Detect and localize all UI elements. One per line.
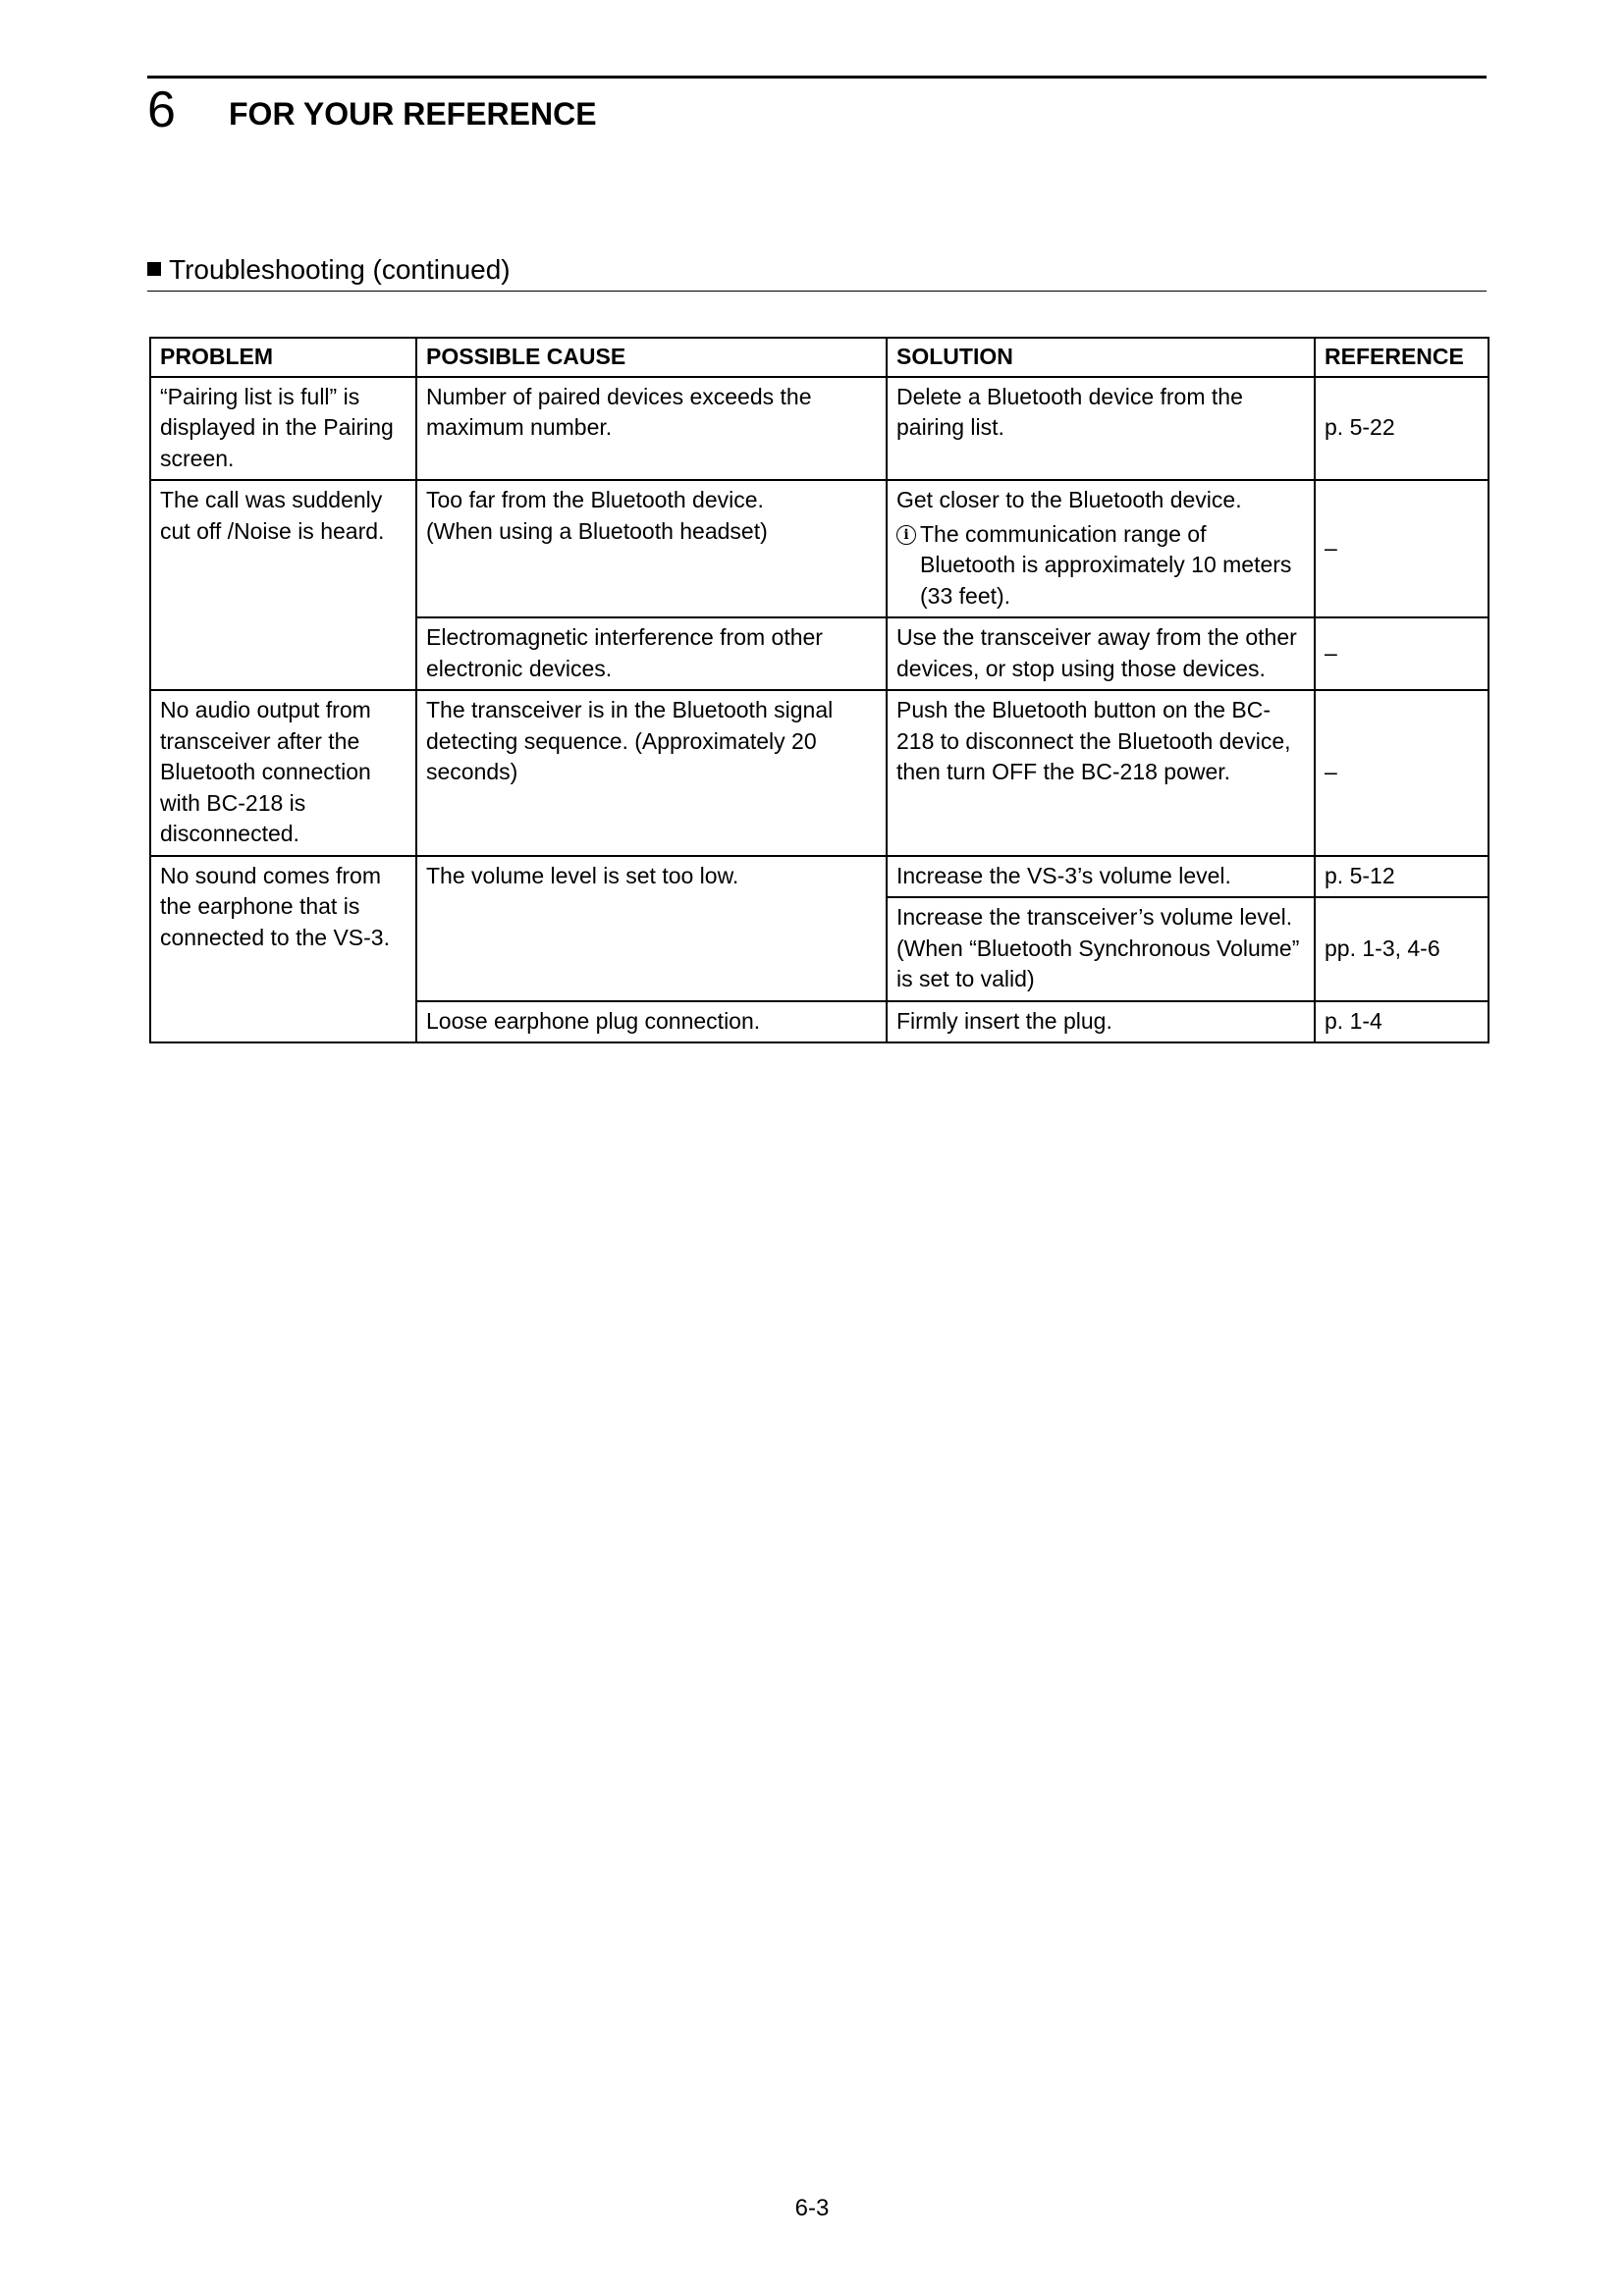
solution-line: Increase the transceiver’s volume level. (896, 904, 1293, 930)
header-possible-cause: POSSIBLE CAUSE (416, 338, 887, 377)
section-heading (147, 253, 511, 287)
problem-cell: No audio output from transceiver after the Bluetooth connection with BC-218 is disconnected. (150, 690, 416, 856)
top-rule (147, 76, 1487, 79)
header-solution: SOLUTION (887, 338, 1315, 377)
solution-cell: Use the transceiver away from the other devices, or stop using those devices. (887, 617, 1315, 690)
table-header-row (150, 338, 1489, 377)
reference-cell: p. 1-4 (1315, 1001, 1489, 1043)
table-row (150, 856, 1489, 898)
chapter-number: 6 (147, 81, 176, 138)
reference-cell: p. 5-12 (1315, 856, 1489, 898)
information-note (896, 519, 1305, 613)
cause-cell (416, 480, 887, 617)
problem-cell: No sound comes from the earphone that is connected to the VS-3. (150, 856, 416, 1043)
cause-line: (When using a Bluetooth headset) (426, 517, 768, 544)
reference-cell: p. 5-22 (1315, 377, 1489, 481)
page-number: 6-3 (794, 2195, 830, 2221)
chapter-title: FOR YOUR REFERENCE (229, 96, 597, 132)
cause-cell: The transceiver is in the Bluetooth signal detecting sequence. (Approximately 20 seconds) (416, 690, 887, 856)
reference-cell: – (1315, 617, 1489, 690)
section-heading-text: Troubleshooting (continued) (169, 254, 511, 285)
cause-cell: Electromagnetic interference from other electronic devices. (416, 617, 887, 690)
square-bullet-icon (147, 262, 161, 276)
problem-cell: “Pairing list is full” is displayed in the Pairing screen. (150, 377, 416, 481)
table-row (150, 377, 1489, 481)
solution-cell: Delete a Bluetooth device from the pairing list. (887, 377, 1315, 481)
solution-cell (887, 897, 1315, 1001)
solution-cell: Push the Bluetooth button on the BC-218 to disconnect the Bluetooth device, then turn OFF the BC-218 power. (887, 690, 1315, 856)
cause-cell: Number of paired devices exceeds the maximum number. (416, 377, 887, 481)
reference-cell: pp. 1-3, 4-6 (1315, 897, 1489, 1001)
information-icon: i (896, 525, 916, 545)
solution-cell (887, 480, 1315, 617)
solution-cell: Increase the VS-3’s volume level. (887, 856, 1315, 898)
reference-cell: – (1315, 690, 1489, 856)
note-text: The communication range of Bluetooth is approximately 10 meters (33 feet). (920, 520, 1292, 609)
header-problem: PROBLEM (150, 338, 416, 377)
reference-cell: – (1315, 480, 1489, 617)
troubleshooting-table (149, 337, 1489, 1043)
section-rule (147, 291, 1487, 292)
cause-cell: Loose earphone plug connection. (416, 1001, 887, 1043)
header-reference: REFERENCE (1315, 338, 1489, 377)
cause-line: Too far from the Bluetooth device. (426, 487, 764, 512)
table-row (150, 690, 1489, 856)
solution-line: (When “Bluetooth Synchronous Volume” is set to valid) (896, 934, 1300, 991)
problem-cell: The call was suddenly cut off /Noise is heard. (150, 480, 416, 690)
solution-cell: Firmly insert the plug. (887, 1001, 1315, 1043)
table-row (150, 480, 1489, 617)
cause-cell: The volume level is set too low. (416, 856, 887, 1001)
solution-text: Get closer to the Bluetooth device. (896, 487, 1242, 512)
